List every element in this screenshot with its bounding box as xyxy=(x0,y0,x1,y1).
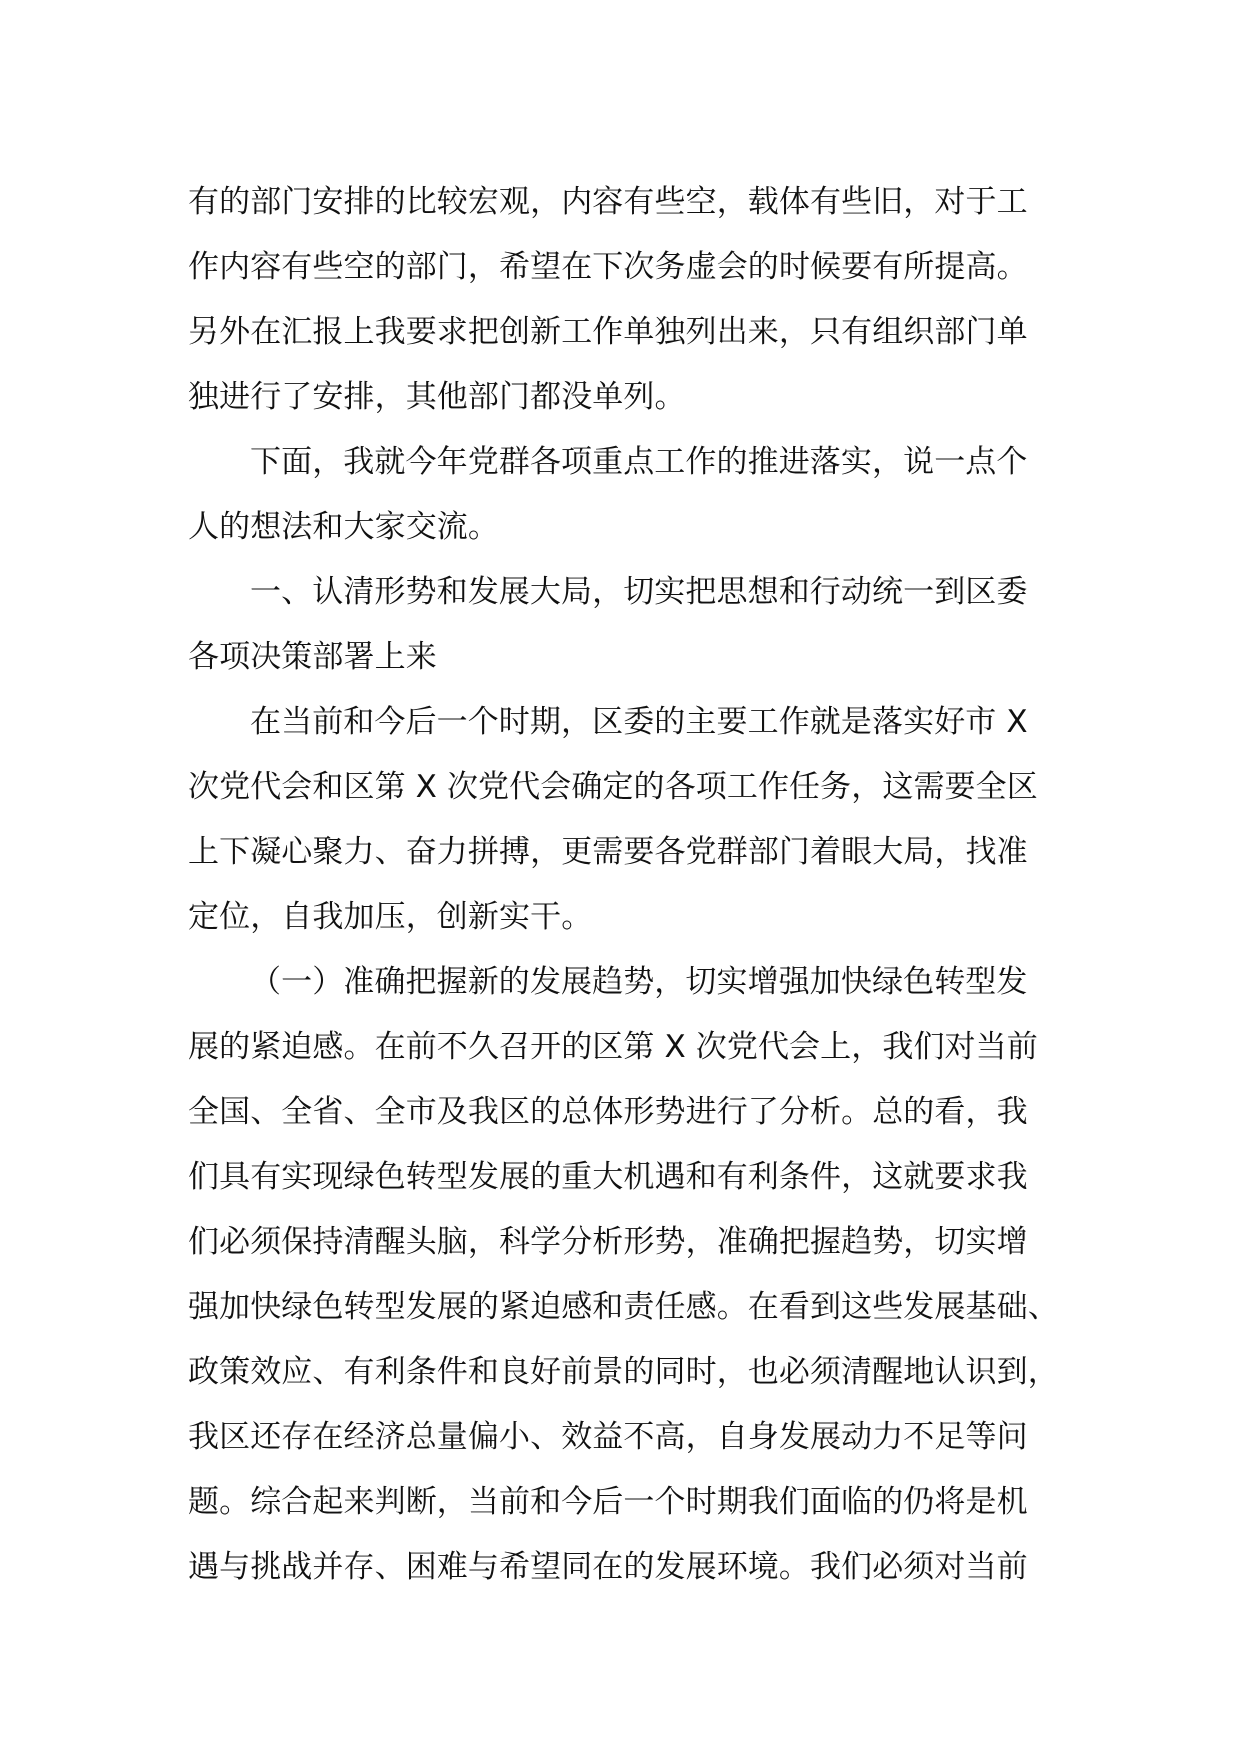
text-line: 题。综合起来判断，当前和今后一个时期我们面临的仍将是机 xyxy=(188,1484,1028,1520)
text-line: 展的紧迫感。在前不久召开的区第 X 次党代会上，我们对当前 xyxy=(188,1029,1038,1065)
text-line: 独进行了安排，其他部门都没单列。 xyxy=(188,379,686,415)
text-line: 强加快绿色转型发展的紧迫感和责任感。在看到这些发展基础、 xyxy=(188,1289,1059,1325)
subsection-first-line: （一）准确把握新的发展趋势，切实增强加快绿色转型发 xyxy=(250,964,1028,1000)
text-line: 上下凝心聚力、奋力拼搏，更需要各党群部门着眼大局，找准 xyxy=(188,834,1028,870)
section-heading-line: 各项决策部署上来 xyxy=(188,639,437,675)
text-line: 全国、全省、全市及我区的总体形势进行了分析。总的看，我 xyxy=(188,1094,1028,1130)
text-line: 定位，自我加压，创新实干。 xyxy=(188,899,593,935)
section-heading-first-line: 一、认清形势和发展大局，切实把思想和行动统一到区委 xyxy=(250,574,1028,610)
text-line: 们必须保持清醒头脑，科学分析形势，准确把握趋势，切实增 xyxy=(188,1224,1028,1260)
text-line: 们具有实现绿色转型发展的重大机遇和有利条件，这就要求我 xyxy=(188,1159,1028,1195)
text-line: 另外在汇报上我要求把创新工作单独列出来，只有组织部门单 xyxy=(188,314,1028,350)
text-line: 政策效应、有利条件和良好前景的同时，也必须清醒地认识到， xyxy=(188,1354,1059,1390)
text-line: 次党代会和区第 X 次党代会确定的各项工作任务，这需要全区 xyxy=(188,769,1038,805)
text-line: 作内容有些空的部门，希望在下次务虚会的时候要有所提高。 xyxy=(188,249,1028,285)
text-line: 人的想法和大家交流。 xyxy=(188,509,499,545)
paragraph-first-line: 在当前和今后一个时期，区委的主要工作就是落实好市 X xyxy=(250,704,1028,740)
text-line: 有的部门安排的比较宏观，内容有些空，载体有些旧，对于工 xyxy=(188,184,1028,220)
document-body xyxy=(188,170,1088,1600)
text-line: 遇与挑战并存、困难与希望同在的发展环境。我们必须对当前 xyxy=(188,1549,1028,1585)
text-line: 我区还存在经济总量偏小、效益不高，自身发展动力不足等问 xyxy=(188,1419,1028,1455)
paragraph-first-line: 下面，我就今年党群各项重点工作的推进落实，说一点个 xyxy=(250,444,1028,480)
